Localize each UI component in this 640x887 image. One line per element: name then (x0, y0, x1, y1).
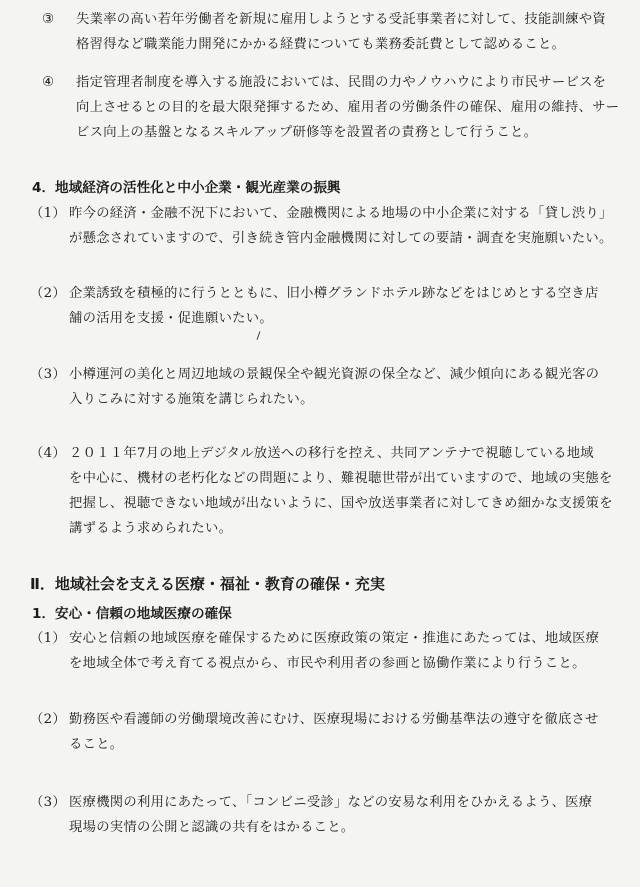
item-text-line: 小樽運河の美化と周辺地域の景観保全や観光資源の保全など、減少傾向にある観光客の (69, 367, 600, 382)
item-number: （2） (30, 712, 66, 727)
item-text-line: 入りこみに対する施策を講じられたい。 (69, 392, 314, 407)
item-number: （1） (30, 206, 66, 221)
list-item-4 (42, 70, 619, 145)
item-number: ③ (42, 12, 55, 27)
item-text-line: 勤務医や看護師の労働環境改善にむけ、医療現場における労働基準法の遵守を徹底させ (69, 712, 599, 727)
part2-item-1 (30, 626, 599, 676)
item-text-line: 格習得など職業能力開発にかかる経費についても業務委託費として認めること。 (76, 37, 566, 52)
section4-item-1 (30, 201, 613, 251)
item-number: （2） (30, 286, 66, 301)
item-text-line: 医療機関の利用にあたって、「コンビニ受診」などの安易な利用をひかえるよう、医療 (69, 795, 593, 810)
item-text-line: 指定管理者制度を導入する施設においては、民間の力やノウハウにより市民サービスを (76, 75, 607, 90)
section4-item-3 (30, 362, 599, 412)
item-text-line: 向上させるとの目的を最大限発揮するため、雇用者の労働条件の確保、雇用の維持、サー (76, 100, 620, 115)
item-number: （4） (30, 446, 66, 461)
item-text-line: 安心と信頼の地域医療を確保するために医療政策の策定・推進にあたっては、地域医療 (69, 631, 600, 646)
item-text-line: 失業率の高い若年労働者を新規に雇用しようとする受託事業者に対して、技能訓練や資 (76, 12, 607, 27)
item-text-line: 昨今の経済・金融不況下において、金融機関による地場の中小企業に対する「貸し渋り」 (69, 206, 613, 221)
part-heading: Ⅱ．地域社会を支える医療・福祉・教育の確保・充実 (30, 575, 385, 593)
item-number: （3） (30, 795, 66, 810)
section-heading: 4．地域経済の活性化と中小企業・観光産業の振興 (32, 180, 341, 196)
item-text-line: ２０１１年7月の地上デジタル放送への移行を控え、共同アンテナで視聴している地域 (69, 446, 594, 461)
item-text-line: 把握し、視聴できない地域が出ないように、国や放送事業者に対してきめ細かな支援策を (69, 496, 613, 511)
item-number: （3） (30, 367, 66, 382)
item-text-line: 現場の実情の公開と認識の共有をはかること。 (69, 820, 355, 835)
item-number: ④ (42, 75, 55, 90)
item-text-line: 講ずるよう求められたい。 (69, 521, 233, 536)
part2-item-2 (30, 707, 599, 757)
item-number: （1） (30, 631, 66, 646)
item-text-line: 舗の活用を支援・促進願いたい。 (69, 311, 273, 326)
section4-item-4 (30, 441, 613, 541)
section4-item-2 (30, 281, 599, 331)
item-text-line: を地域全体で考え育てる視点から、市民や利用者の参画と協働作業により行うこと。 (69, 656, 586, 671)
item-text-line: ること。 (69, 737, 124, 752)
part2-item-3 (30, 790, 592, 840)
subsection-heading: 1．安心・信頼の地域医療の確保 (32, 606, 232, 622)
item-text-line: が懸念されていますので、引き続き管内金融機関に対しての要請・調査を実施願いたい。 (69, 231, 613, 246)
list-item-3 (42, 7, 606, 57)
item-text-line: ビス向上の基盤となるスキルアップ研修等を設置者の責務として行うこと。 (76, 125, 538, 140)
item-text-line: 企業誘致を積極的に行うとともに、旧小樽グランドホテル跡などをはじめとする空き店 (69, 286, 599, 301)
item-text-line: を中心に、機材の老朽化などの問題により、難視聴世帯が出ていますので、地域の実態を (69, 471, 613, 486)
stray-mark (256, 331, 260, 340)
